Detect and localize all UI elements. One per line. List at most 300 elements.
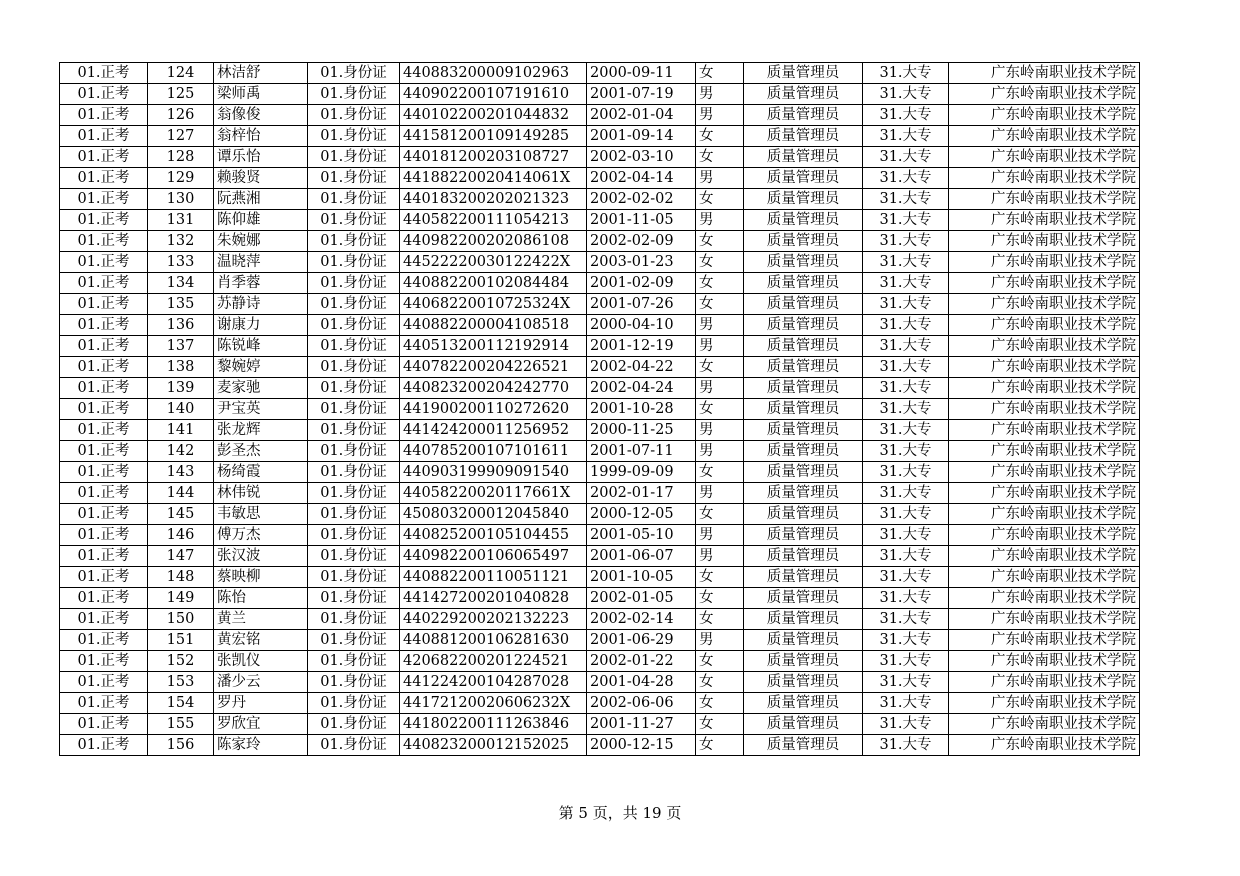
- cell-birth-date: 2002-01-04: [587, 105, 696, 126]
- cell-id-type: 01.身份证: [308, 504, 400, 525]
- table-row: [60, 252, 1140, 273]
- cell-seq-no: 130: [148, 189, 214, 210]
- cell-school: 广东岭南职业技术学院: [949, 126, 1140, 147]
- cell-sex: 男: [696, 210, 744, 231]
- cell-id-type: 01.身份证: [308, 189, 400, 210]
- cell-seq-no: 131: [148, 210, 214, 231]
- cell-name: 赖骏贤: [214, 168, 308, 189]
- cell-birth-date: 2002-04-24: [587, 378, 696, 399]
- cell-birth-date: 2002-01-22: [587, 651, 696, 672]
- cell-education: 31.大专: [863, 231, 949, 252]
- cell-school: 广东岭南职业技术学院: [949, 84, 1140, 105]
- cell-id-type: 01.身份证: [308, 315, 400, 336]
- cell-school: 广东岭南职业技术学院: [949, 147, 1140, 168]
- cell-education: 31.大专: [863, 420, 949, 441]
- cell-school: 广东岭南职业技术学院: [949, 546, 1140, 567]
- table-row: [60, 210, 1140, 231]
- cell-id-type: 01.身份证: [308, 693, 400, 714]
- cell-id-number: 441900200110272620: [400, 399, 587, 420]
- cell-id-number: 440582200111054213: [400, 210, 587, 231]
- cell-education: 31.大专: [863, 168, 949, 189]
- cell-sex: 女: [696, 273, 744, 294]
- cell-school: 广东岭南职业技术学院: [949, 588, 1140, 609]
- cell-id-number: 44058220020117661X: [400, 483, 587, 504]
- table-row: [60, 462, 1140, 483]
- cell-id-number: 440882200110051121: [400, 567, 587, 588]
- cell-school: 广东岭南职业技术学院: [949, 315, 1140, 336]
- cell-exam-type: 01.正考: [60, 231, 148, 252]
- cell-school: 广东岭南职业技术学院: [949, 105, 1140, 126]
- table-row: [60, 273, 1140, 294]
- cell-name: 傅万杰: [214, 525, 308, 546]
- cell-id-type: 01.身份证: [308, 399, 400, 420]
- cell-birth-date: 2002-04-14: [587, 168, 696, 189]
- cell-id-number: 44522220030122422X: [400, 252, 587, 273]
- cell-seq-no: 149: [148, 588, 214, 609]
- cell-sex: 女: [696, 651, 744, 672]
- cell-education: 31.大专: [863, 483, 949, 504]
- cell-seq-no: 140: [148, 399, 214, 420]
- cell-sex: 男: [696, 168, 744, 189]
- cell-name: 肖季蓉: [214, 273, 308, 294]
- cell-education: 31.大专: [863, 399, 949, 420]
- cell-seq-no: 143: [148, 462, 214, 483]
- cell-job: 质量管理员: [744, 483, 863, 504]
- cell-job: 质量管理员: [744, 420, 863, 441]
- cell-name: 罗欣宜: [214, 714, 308, 735]
- cell-exam-type: 01.正考: [60, 126, 148, 147]
- cell-exam-type: 01.正考: [60, 693, 148, 714]
- cell-name: 黄宏铭: [214, 630, 308, 651]
- cell-sex: 男: [696, 420, 744, 441]
- cell-id-type: 01.身份证: [308, 588, 400, 609]
- table-row: [60, 126, 1140, 147]
- cell-education: 31.大专: [863, 63, 949, 84]
- cell-education: 31.大专: [863, 567, 949, 588]
- cell-school: 广东岭南职业技术学院: [949, 357, 1140, 378]
- cell-sex: 男: [696, 525, 744, 546]
- cell-birth-date: 2001-04-28: [587, 672, 696, 693]
- cell-seq-no: 150: [148, 609, 214, 630]
- cell-id-number: 440825200105104455: [400, 525, 587, 546]
- cell-birth-date: 2001-07-11: [587, 441, 696, 462]
- cell-exam-type: 01.正考: [60, 63, 148, 84]
- cell-sex: 女: [696, 462, 744, 483]
- cell-id-number: 440881200106281630: [400, 630, 587, 651]
- table-row: [60, 168, 1140, 189]
- table-row: [60, 651, 1140, 672]
- cell-school: 广东岭南职业技术学院: [949, 231, 1140, 252]
- cell-sex: 女: [696, 189, 744, 210]
- cell-birth-date: 2002-03-10: [587, 147, 696, 168]
- cell-id-number: 440229200202132223: [400, 609, 587, 630]
- cell-seq-no: 152: [148, 651, 214, 672]
- cell-education: 31.大专: [863, 336, 949, 357]
- cell-job: 质量管理员: [744, 525, 863, 546]
- cell-name: 彭圣杰: [214, 441, 308, 462]
- cell-birth-date: 2001-06-07: [587, 546, 696, 567]
- cell-seq-no: 146: [148, 525, 214, 546]
- cell-name: 黄兰: [214, 609, 308, 630]
- cell-exam-type: 01.正考: [60, 651, 148, 672]
- cell-id-type: 01.身份证: [308, 378, 400, 399]
- cell-sex: 女: [696, 63, 744, 84]
- cell-seq-no: 137: [148, 336, 214, 357]
- cell-id-type: 01.身份证: [308, 147, 400, 168]
- table-row: [60, 147, 1140, 168]
- cell-birth-date: 2003-01-23: [587, 252, 696, 273]
- cell-id-number: 440102200201044832: [400, 105, 587, 126]
- cell-exam-type: 01.正考: [60, 420, 148, 441]
- cell-school: 广东岭南职业技术学院: [949, 651, 1140, 672]
- cell-job: 质量管理员: [744, 273, 863, 294]
- cell-birth-date: 2000-11-25: [587, 420, 696, 441]
- cell-education: 31.大专: [863, 210, 949, 231]
- cell-education: 31.大专: [863, 147, 949, 168]
- cell-id-type: 01.身份证: [308, 84, 400, 105]
- cell-sex: 女: [696, 588, 744, 609]
- table-row: [60, 483, 1140, 504]
- cell-birth-date: 2002-02-02: [587, 189, 696, 210]
- cell-seq-no: 126: [148, 105, 214, 126]
- table-row: [60, 105, 1140, 126]
- cell-job: 质量管理员: [744, 714, 863, 735]
- cell-education: 31.大专: [863, 252, 949, 273]
- cell-school: 广东岭南职业技术学院: [949, 399, 1140, 420]
- cell-seq-no: 151: [148, 630, 214, 651]
- table-row: [60, 357, 1140, 378]
- cell-job: 质量管理员: [744, 399, 863, 420]
- table-body: [60, 63, 1140, 756]
- cell-name: 杨绮霞: [214, 462, 308, 483]
- cell-birth-date: 2000-09-11: [587, 63, 696, 84]
- cell-id-type: 01.身份证: [308, 630, 400, 651]
- page-footer: 第 5 页，共 19 页: [558, 804, 682, 822]
- cell-job: 质量管理员: [744, 735, 863, 756]
- cell-exam-type: 01.正考: [60, 252, 148, 273]
- cell-id-type: 01.身份证: [308, 336, 400, 357]
- cell-sex: 女: [696, 294, 744, 315]
- cell-sex: 女: [696, 735, 744, 756]
- cell-id-number: 441427200201040828: [400, 588, 587, 609]
- cell-exam-type: 01.正考: [60, 567, 148, 588]
- cell-school: 广东岭南职业技术学院: [949, 567, 1140, 588]
- cell-name: 蔡映柳: [214, 567, 308, 588]
- table-row: [60, 525, 1140, 546]
- cell-id-type: 01.身份证: [308, 672, 400, 693]
- cell-id-type: 01.身份证: [308, 483, 400, 504]
- cell-sex: 男: [696, 378, 744, 399]
- cell-job: 质量管理员: [744, 651, 863, 672]
- cell-school: 广东岭南职业技术学院: [949, 210, 1140, 231]
- cell-education: 31.大专: [863, 357, 949, 378]
- cell-birth-date: 2002-06-06: [587, 693, 696, 714]
- cell-id-type: 01.身份证: [308, 210, 400, 231]
- cell-id-number: 440183200202021323: [400, 189, 587, 210]
- cell-job: 质量管理员: [744, 588, 863, 609]
- cell-school: 广东岭南职业技术学院: [949, 693, 1140, 714]
- cell-school: 广东岭南职业技术学院: [949, 714, 1140, 735]
- cell-name: 罗丹: [214, 693, 308, 714]
- table-row: [60, 672, 1140, 693]
- cell-job: 质量管理员: [744, 189, 863, 210]
- cell-seq-no: 148: [148, 567, 214, 588]
- cell-school: 广东岭南职业技术学院: [949, 735, 1140, 756]
- cell-seq-no: 132: [148, 231, 214, 252]
- cell-birth-date: 2001-11-05: [587, 210, 696, 231]
- cell-id-number: 44068220010725324X: [400, 294, 587, 315]
- cell-id-type: 01.身份证: [308, 231, 400, 252]
- cell-exam-type: 01.正考: [60, 546, 148, 567]
- cell-education: 31.大专: [863, 693, 949, 714]
- cell-school: 广东岭南职业技术学院: [949, 525, 1140, 546]
- table-row: [60, 336, 1140, 357]
- cell-seq-no: 129: [148, 168, 214, 189]
- cell-id-type: 01.身份证: [308, 273, 400, 294]
- cell-exam-type: 01.正考: [60, 525, 148, 546]
- cell-sex: 女: [696, 609, 744, 630]
- cell-exam-type: 01.正考: [60, 189, 148, 210]
- cell-school: 广东岭南职业技术学院: [949, 189, 1140, 210]
- table-row: [60, 714, 1140, 735]
- cell-id-type: 01.身份证: [308, 651, 400, 672]
- cell-id-number: 440785200107101611: [400, 441, 587, 462]
- cell-exam-type: 01.正考: [60, 462, 148, 483]
- table-row: [60, 441, 1140, 462]
- cell-id-number: 441224200104287028: [400, 672, 587, 693]
- cell-id-number: 440902200107191610: [400, 84, 587, 105]
- cell-exam-type: 01.正考: [60, 273, 148, 294]
- cell-job: 质量管理员: [744, 378, 863, 399]
- cell-seq-no: 139: [148, 378, 214, 399]
- cell-seq-no: 155: [148, 714, 214, 735]
- cell-education: 31.大专: [863, 504, 949, 525]
- cell-exam-type: 01.正考: [60, 483, 148, 504]
- cell-birth-date: 2001-12-19: [587, 336, 696, 357]
- cell-name: 陈家玲: [214, 735, 308, 756]
- cell-seq-no: 147: [148, 546, 214, 567]
- cell-birth-date: 2002-02-09: [587, 231, 696, 252]
- cell-sex: 男: [696, 483, 744, 504]
- cell-name: 谢康力: [214, 315, 308, 336]
- cell-id-type: 01.身份证: [308, 294, 400, 315]
- cell-exam-type: 01.正考: [60, 336, 148, 357]
- cell-seq-no: 145: [148, 504, 214, 525]
- table-row: [60, 504, 1140, 525]
- cell-job: 质量管理员: [744, 672, 863, 693]
- cell-education: 31.大专: [863, 735, 949, 756]
- cell-exam-type: 01.正考: [60, 714, 148, 735]
- cell-name: 张龙辉: [214, 420, 308, 441]
- cell-id-number: 420682200201224521: [400, 651, 587, 672]
- cell-id-type: 01.身份证: [308, 105, 400, 126]
- cell-id-number: 440782200204226521: [400, 357, 587, 378]
- cell-sex: 女: [696, 693, 744, 714]
- cell-name: 苏静诗: [214, 294, 308, 315]
- cell-job: 质量管理员: [744, 294, 863, 315]
- cell-exam-type: 01.正考: [60, 168, 148, 189]
- cell-sex: 男: [696, 336, 744, 357]
- cell-exam-type: 01.正考: [60, 735, 148, 756]
- cell-birth-date: 2001-09-14: [587, 126, 696, 147]
- cell-job: 质量管理员: [744, 84, 863, 105]
- cell-id-type: 01.身份证: [308, 420, 400, 441]
- cell-sex: 男: [696, 105, 744, 126]
- cell-seq-no: 127: [148, 126, 214, 147]
- cell-sex: 女: [696, 714, 744, 735]
- cell-job: 质量管理员: [744, 336, 863, 357]
- cell-id-type: 01.身份证: [308, 357, 400, 378]
- cell-seq-no: 141: [148, 420, 214, 441]
- cell-exam-type: 01.正考: [60, 315, 148, 336]
- cell-education: 31.大专: [863, 378, 949, 399]
- cell-id-number: 440823200012152025: [400, 735, 587, 756]
- cell-job: 质量管理员: [744, 609, 863, 630]
- cell-id-type: 01.身份证: [308, 714, 400, 735]
- cell-school: 广东岭南职业技术学院: [949, 462, 1140, 483]
- cell-sex: 女: [696, 567, 744, 588]
- cell-id-number: 441581200109149285: [400, 126, 587, 147]
- cell-id-number: 441802200111263846: [400, 714, 587, 735]
- cell-birth-date: 2001-07-19: [587, 84, 696, 105]
- table-row: [60, 420, 1140, 441]
- cell-seq-no: 154: [148, 693, 214, 714]
- cell-sex: 女: [696, 252, 744, 273]
- table-row: [60, 630, 1140, 651]
- cell-seq-no: 125: [148, 84, 214, 105]
- cell-exam-type: 01.正考: [60, 630, 148, 651]
- cell-education: 31.大专: [863, 441, 949, 462]
- cell-name: 梁师禹: [214, 84, 308, 105]
- table-row: [60, 588, 1140, 609]
- cell-id-number: 440903199909091540: [400, 462, 587, 483]
- cell-birth-date: 2001-11-27: [587, 714, 696, 735]
- cell-id-number: 440982200202086108: [400, 231, 587, 252]
- cell-education: 31.大专: [863, 462, 949, 483]
- cell-id-type: 01.身份证: [308, 168, 400, 189]
- cell-id-type: 01.身份证: [308, 525, 400, 546]
- cell-id-number: 440823200204242770: [400, 378, 587, 399]
- cell-job: 质量管理员: [744, 126, 863, 147]
- cell-sex: 男: [696, 441, 744, 462]
- cell-sex: 女: [696, 231, 744, 252]
- cell-school: 广东岭南职业技术学院: [949, 336, 1140, 357]
- cell-education: 31.大专: [863, 588, 949, 609]
- cell-seq-no: 138: [148, 357, 214, 378]
- cell-exam-type: 01.正考: [60, 672, 148, 693]
- cell-birth-date: 2000-12-05: [587, 504, 696, 525]
- cell-id-number: 440513200112192914: [400, 336, 587, 357]
- cell-sex: 男: [696, 546, 744, 567]
- table-row: [60, 546, 1140, 567]
- cell-education: 31.大专: [863, 609, 949, 630]
- cell-school: 广东岭南职业技术学院: [949, 168, 1140, 189]
- cell-school: 广东岭南职业技术学院: [949, 504, 1140, 525]
- cell-exam-type: 01.正考: [60, 399, 148, 420]
- cell-name: 谭乐怡: [214, 147, 308, 168]
- cell-name: 翁像俊: [214, 105, 308, 126]
- cell-education: 31.大专: [863, 525, 949, 546]
- cell-birth-date: 2002-01-17: [587, 483, 696, 504]
- cell-education: 31.大专: [863, 189, 949, 210]
- cell-exam-type: 01.正考: [60, 147, 148, 168]
- cell-birth-date: 2002-04-22: [587, 357, 696, 378]
- cell-sex: 女: [696, 147, 744, 168]
- cell-job: 质量管理员: [744, 546, 863, 567]
- cell-name: 朱婉娜: [214, 231, 308, 252]
- table-row: [60, 294, 1140, 315]
- cell-school: 广东岭南职业技术学院: [949, 441, 1140, 462]
- table-row: [60, 693, 1140, 714]
- cell-exam-type: 01.正考: [60, 210, 148, 231]
- cell-education: 31.大专: [863, 672, 949, 693]
- cell-exam-type: 01.正考: [60, 294, 148, 315]
- cell-exam-type: 01.正考: [60, 357, 148, 378]
- cell-birth-date: 2001-06-29: [587, 630, 696, 651]
- cell-id-type: 01.身份证: [308, 126, 400, 147]
- cell-job: 质量管理员: [744, 315, 863, 336]
- cell-name: 翁梓怡: [214, 126, 308, 147]
- cell-birth-date: 2000-04-10: [587, 315, 696, 336]
- cell-education: 31.大专: [863, 315, 949, 336]
- cell-id-number: 440882200102084484: [400, 273, 587, 294]
- cell-id-number: 440883200009102963: [400, 63, 587, 84]
- cell-sex: 女: [696, 357, 744, 378]
- cell-birth-date: 2001-07-26: [587, 294, 696, 315]
- cell-seq-no: 142: [148, 441, 214, 462]
- cell-job: 质量管理员: [744, 252, 863, 273]
- cell-school: 广东岭南职业技术学院: [949, 63, 1140, 84]
- cell-id-type: 01.身份证: [308, 567, 400, 588]
- table-row: [60, 84, 1140, 105]
- cell-education: 31.大专: [863, 294, 949, 315]
- cell-id-number: 450803200012045840: [400, 504, 587, 525]
- cell-seq-no: 134: [148, 273, 214, 294]
- cell-job: 质量管理员: [744, 693, 863, 714]
- cell-seq-no: 133: [148, 252, 214, 273]
- cell-exam-type: 01.正考: [60, 105, 148, 126]
- cell-name: 陈仰雄: [214, 210, 308, 231]
- cell-birth-date: 1999-09-09: [587, 462, 696, 483]
- cell-id-type: 01.身份证: [308, 546, 400, 567]
- cell-birth-date: 2001-10-05: [587, 567, 696, 588]
- cell-id-number: 440982200106065497: [400, 546, 587, 567]
- cell-name: 阮燕湘: [214, 189, 308, 210]
- cell-job: 质量管理员: [744, 210, 863, 231]
- cell-sex: 女: [696, 672, 744, 693]
- cell-name: 潘少云: [214, 672, 308, 693]
- cell-name: 韦敏思: [214, 504, 308, 525]
- table-row: [60, 189, 1140, 210]
- cell-id-type: 01.身份证: [308, 252, 400, 273]
- cell-school: 广东岭南职业技术学院: [949, 609, 1140, 630]
- cell-sex: 男: [696, 630, 744, 651]
- cell-education: 31.大专: [863, 105, 949, 126]
- cell-id-number: 44172120020606232X: [400, 693, 587, 714]
- cell-job: 质量管理员: [744, 105, 863, 126]
- cell-name: 林伟锐: [214, 483, 308, 504]
- cell-exam-type: 01.正考: [60, 441, 148, 462]
- cell-birth-date: 2002-01-05: [587, 588, 696, 609]
- cell-id-type: 01.身份证: [308, 462, 400, 483]
- cell-exam-type: 01.正考: [60, 609, 148, 630]
- cell-education: 31.大专: [863, 651, 949, 672]
- cell-education: 31.大专: [863, 714, 949, 735]
- roster-table: [59, 62, 1140, 756]
- table-row: [60, 378, 1140, 399]
- cell-birth-date: 2000-12-15: [587, 735, 696, 756]
- cell-education: 31.大专: [863, 546, 949, 567]
